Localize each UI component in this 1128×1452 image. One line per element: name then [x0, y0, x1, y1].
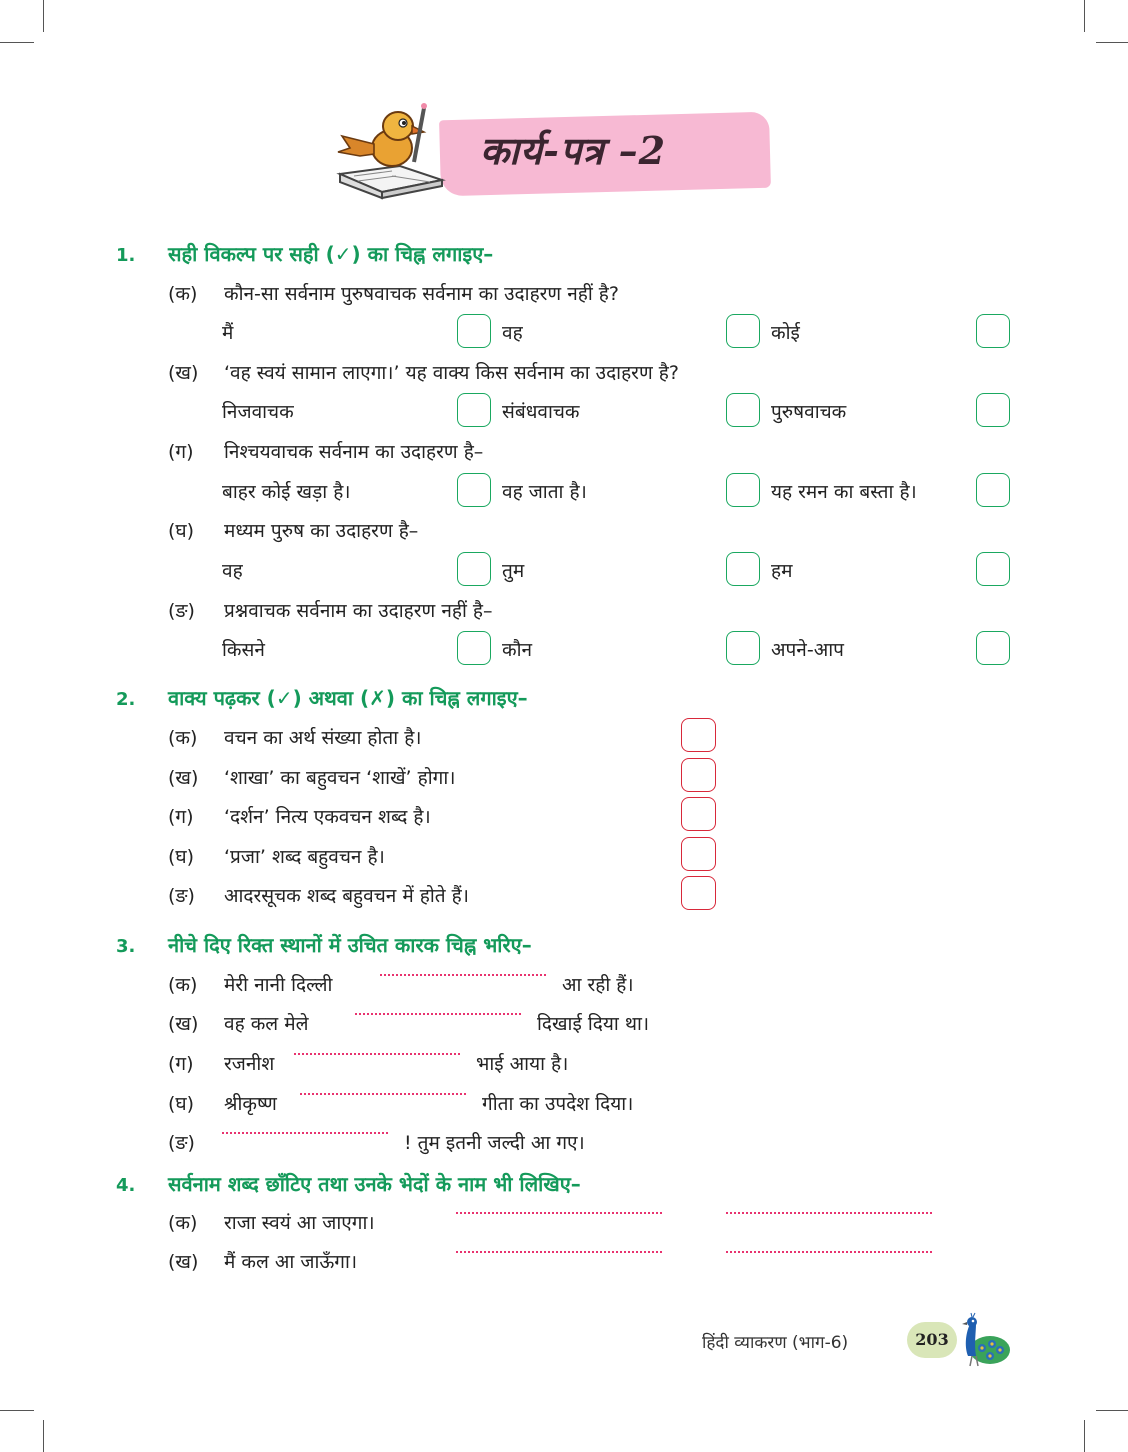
answer-checkbox[interactable]: [457, 473, 491, 507]
crop-mark: [1084, 0, 1085, 32]
answer-checkbox[interactable]: [976, 393, 1010, 427]
q2-item-ga: [168, 803, 431, 829]
item-label: (घ): [168, 1093, 195, 1115]
q4-item-ka: [168, 1209, 375, 1235]
item-text: आदरसूचक शब्द बहुवचन में होते हैं।: [224, 885, 469, 907]
sentence-end: गीता का उपदेश दिया।: [482, 1093, 634, 1115]
item-label: (क): [168, 283, 198, 305]
item-text: राजा स्वयं आ जाएगा।: [224, 1212, 375, 1234]
true-false-box[interactable]: [681, 876, 716, 910]
answer-checkbox[interactable]: [976, 631, 1010, 665]
q4-item-kha: [168, 1248, 357, 1274]
q2-item-gha: [168, 843, 385, 869]
q1-item-ka: [168, 280, 619, 306]
item-label: (ख): [168, 767, 199, 789]
option-label: वह: [502, 322, 523, 344]
item-text: ‘दर्शन’ नित्य एकवचन शब्द है।: [224, 806, 431, 828]
fill-blank[interactable]: [380, 974, 546, 976]
q1-item-kha: [168, 359, 679, 385]
crop-mark: [0, 42, 34, 43]
option-label: यह रमन का बस्ता है।: [771, 481, 917, 503]
answer-checkbox[interactable]: [726, 631, 760, 665]
item-text: कौन-सा सर्वनाम पुरुषवाचक सर्वनाम का उदाहरण नहीं है?: [224, 283, 619, 305]
item-text: मैं कल आ जाऊँगा।: [224, 1251, 358, 1273]
fill-blank[interactable]: [355, 1013, 521, 1015]
q1-item-gha: [168, 517, 418, 543]
answer-checkbox[interactable]: [726, 552, 760, 586]
q3-item-ka: [168, 971, 332, 997]
fill-blank[interactable]: [294, 1053, 460, 1055]
sentence-end: दिखाई दिया था।: [537, 1013, 650, 1035]
q2-item-kha: [168, 764, 455, 790]
question-title: सर्वनाम शब्द छाँटिए तथा उनके भेदों के नाम भी लिखिए–: [168, 1172, 581, 1196]
option-label: किसने: [222, 639, 265, 661]
item-label: (ग): [168, 441, 194, 463]
item-label: (ख): [168, 1013, 199, 1035]
option-label: बाहर कोई खड़ा है।: [222, 481, 351, 503]
item-label: (क): [168, 974, 198, 996]
peacock-icon: [952, 1312, 1012, 1368]
option-label: निजवाचक: [222, 401, 294, 423]
question-title: सही विकल्प पर सही (✓) का चिह्न लगाइए–: [168, 242, 494, 266]
option-label: संबंधवाचक: [502, 401, 580, 423]
answer-checkbox[interactable]: [976, 473, 1010, 507]
answer-checkbox[interactable]: [457, 314, 491, 348]
item-label: (ख): [168, 362, 199, 384]
question-1-heading: [116, 240, 493, 267]
sentence-start: रजनीश: [224, 1053, 275, 1075]
item-label: (ङ): [168, 600, 195, 622]
q3-item-nga: [168, 1129, 224, 1155]
item-text: निश्चयवाचक सर्वनाम का उदाहरण है–: [224, 441, 484, 463]
type-blank[interactable]: [726, 1212, 932, 1214]
answer-checkbox[interactable]: [457, 552, 491, 586]
answer-checkbox[interactable]: [457, 393, 491, 427]
q1-item-nga: [168, 597, 493, 623]
question-title: नीचे दिए रिक्त स्थानों में उचित कारक चिह्न भरिए–: [168, 933, 532, 957]
true-false-box[interactable]: [681, 797, 716, 831]
item-text: प्रश्नवाचक सर्वनाम का उदाहरण नहीं है–: [224, 600, 493, 622]
question-number: 3.: [116, 936, 136, 957]
sentence-start: मेरी नानी दिल्ली: [224, 974, 333, 996]
answer-checkbox[interactable]: [457, 631, 491, 665]
pronoun-blank[interactable]: [456, 1212, 662, 1214]
option-label: कोई: [771, 322, 800, 344]
crop-mark: [1096, 42, 1128, 43]
answer-checkbox[interactable]: [726, 393, 760, 427]
question-number: 4.: [116, 1175, 136, 1196]
answer-checkbox[interactable]: [976, 552, 1010, 586]
question-2-heading: [116, 684, 528, 711]
item-label: (ङ): [168, 1132, 195, 1154]
q2-item-nga: [168, 882, 469, 908]
option-label: वह जाता है।: [502, 481, 587, 503]
item-label: (घ): [168, 520, 195, 542]
item-text: मध्यम पुरुष का उदाहरण है–: [224, 520, 419, 542]
option-label: कौन: [502, 639, 533, 661]
type-blank[interactable]: [726, 1251, 932, 1253]
question-4-heading: [116, 1170, 581, 1197]
item-label: (ङ): [168, 885, 195, 907]
true-false-box[interactable]: [681, 837, 716, 871]
pronoun-blank[interactable]: [456, 1251, 662, 1253]
book-title: हिंदी व्याकरण (भाग-6): [702, 1333, 849, 1353]
item-label: (क): [168, 727, 198, 749]
item-label: (ग): [168, 1053, 194, 1075]
crop-mark: [43, 1420, 44, 1452]
page-number: 203: [907, 1322, 957, 1358]
crop-mark: [43, 0, 44, 32]
item-label: (क): [168, 1212, 198, 1234]
option-label: अपने-आप: [771, 639, 844, 661]
sentence-end: भाई आया है।: [476, 1053, 569, 1075]
item-label: (घ): [168, 846, 195, 868]
q3-item-kha: [168, 1010, 308, 1036]
sentence-start: श्रीकृष्ण: [224, 1093, 277, 1115]
sentence-end: आ रही हैं।: [562, 974, 634, 996]
answer-checkbox[interactable]: [726, 314, 760, 348]
answer-checkbox[interactable]: [726, 473, 760, 507]
option-label: मैं: [222, 322, 234, 344]
option-label: तुम: [502, 560, 525, 582]
item-label: (ग): [168, 806, 194, 828]
q3-item-gha: [168, 1090, 277, 1116]
crop-mark: [1096, 1410, 1128, 1411]
option-label: वह: [222, 560, 243, 582]
crop-mark: [0, 1410, 34, 1411]
page-title: कार्य-पत्र –2: [480, 128, 667, 173]
crop-mark: [1084, 1420, 1085, 1452]
item-label: (ख): [168, 1251, 199, 1273]
true-false-box[interactable]: [681, 758, 716, 792]
q1-item-ga: [168, 438, 483, 464]
sentence-start: वह कल मेले: [224, 1013, 309, 1035]
item-text: वचन का अर्थ संख्या होता है।: [224, 727, 422, 749]
q3-item-ga: [168, 1050, 274, 1076]
sentence-end: ! तुम इतनी जल्दी आ गए।: [404, 1132, 585, 1154]
fill-blank[interactable]: [300, 1093, 466, 1095]
question-3-heading: [116, 931, 532, 958]
option-label: हम: [771, 560, 793, 582]
answer-checkbox[interactable]: [976, 314, 1010, 348]
question-number: 2.: [116, 689, 136, 710]
question-title: वाक्य पढ़कर (✓) अथवा (✗) का चिह्न लगाइए–: [168, 686, 528, 710]
item-text: ‘वह स्वयं सामान लाएगा।’ यह वाक्य किस सर्वनाम का उदाहरण है?: [224, 362, 679, 384]
true-false-box[interactable]: [681, 718, 716, 752]
bird-writing-icon: [330, 96, 450, 206]
option-label: पुरुषवाचक: [771, 401, 847, 423]
item-text: ‘प्रजा’ शब्द बहुवचन है।: [224, 846, 385, 868]
worksheet-header: [330, 88, 800, 238]
fill-blank[interactable]: [222, 1132, 388, 1134]
q2-item-ka: [168, 724, 422, 750]
question-number: 1.: [116, 245, 136, 266]
item-text: ‘शाखा’ का बहुवचन ‘शाखें’ होगा।: [224, 767, 456, 789]
